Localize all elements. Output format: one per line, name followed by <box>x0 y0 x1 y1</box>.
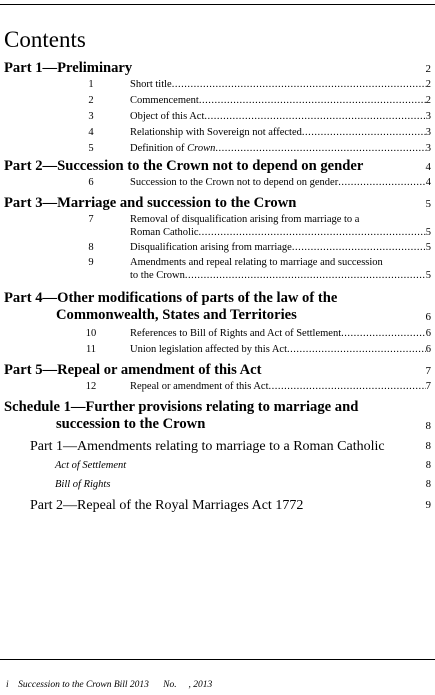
part-5-heading[interactable] <box>4 362 431 379</box>
schedule-1-heading[interactable] <box>4 399 431 433</box>
section-title: Commencement <box>130 95 199 106</box>
section-page: 6 <box>425 344 431 355</box>
leader-dots <box>269 380 426 393</box>
section-page: 4 <box>425 177 431 188</box>
part-1-heading[interactable] <box>4 60 431 77</box>
leader-dots <box>302 126 426 139</box>
section-number: 2 <box>88 95 94 106</box>
subpart-title: Part 1—Amendments relating to marriage to a Roman Catholic <box>30 439 385 454</box>
item-page: 8 <box>425 479 431 490</box>
leader-dots <box>204 110 425 123</box>
part-page: 4 <box>425 161 431 173</box>
part-2-heading[interactable] <box>4 158 431 175</box>
subpart-page: 8 <box>425 440 431 452</box>
section-number: 9 <box>88 257 94 268</box>
schedule-title-cont: succession to the Crown <box>56 416 206 432</box>
part-page: 7 <box>425 365 431 377</box>
section-title: Disqualification arising from marriage <box>130 242 292 253</box>
page-footer: i Succession to the Crown Bill 2013 No. , 2013 <box>6 680 213 690</box>
section-title: Repeal or amendment of this Act <box>130 381 269 392</box>
leader-dots <box>341 327 426 340</box>
section-number: 6 <box>88 177 94 188</box>
item-page: 8 <box>425 460 431 471</box>
page-title: Contents <box>4 27 86 52</box>
part-title: Part 5—Repeal or amendment of this Act <box>4 362 262 378</box>
section-title: Object of this Act <box>130 111 205 122</box>
section-number: 10 <box>85 328 97 339</box>
leader-dots <box>338 176 426 189</box>
section-page: 7 <box>425 381 431 392</box>
section-page: 5 <box>425 227 431 238</box>
part-title: Part 4—Other modifications of parts of the law of the <box>4 290 338 306</box>
leader-dots <box>215 142 425 155</box>
schedule-part-2[interactable] <box>30 497 431 514</box>
section-title-cont: to the Crown <box>130 270 185 281</box>
section-title: Definition of Crown <box>130 143 216 154</box>
item-title: Act of Settlement <box>55 460 127 471</box>
section-number: 7 <box>88 214 94 225</box>
part-page: 6 <box>425 311 431 323</box>
leader-dots <box>287 343 426 356</box>
section-title: References to Bill of Rights and Act of Settlement <box>130 328 342 339</box>
section-page: 3 <box>425 111 431 122</box>
section-title: Short title <box>130 79 172 90</box>
section-number: 1 <box>88 79 94 90</box>
section-title: Succession to the Crown not to depend on gender <box>130 177 339 188</box>
item-title: Bill of Rights <box>55 479 111 490</box>
leader-dots <box>199 94 426 107</box>
schedule-item-bill-of-rights[interactable] <box>55 478 431 491</box>
part-page: 5 <box>425 198 431 210</box>
section-title: Relationship with Sovereign not affected <box>130 127 302 138</box>
schedule-title: Schedule 1—Further provisions relating to marriage and <box>4 399 359 415</box>
section-page: 2 <box>425 79 431 90</box>
subpart-title: Part 2—Repeal of the Royal Marriages Act 1772 <box>30 498 304 513</box>
section-number: 4 <box>88 127 94 138</box>
top-rule <box>0 4 435 5</box>
part-title: Part 3—Marriage and succession to the Crown <box>4 195 297 211</box>
section-number: 3 <box>88 111 94 122</box>
section-number: 5 <box>88 143 94 154</box>
section-number: 8 <box>88 242 94 253</box>
section-page: 6 <box>425 328 431 339</box>
part-title: Part 1—Preliminary <box>4 60 133 76</box>
leader-dots <box>172 78 426 91</box>
section-title: Removal of disqualification arising from marriage to a <box>130 214 360 225</box>
section-title-cont: Roman Catholic <box>130 227 199 238</box>
schedule-page: 8 <box>425 420 431 432</box>
section-page: 2 <box>425 95 431 106</box>
subpart-page: 9 <box>425 499 431 511</box>
section-page: 3 <box>425 127 431 138</box>
schedule-item-act-of-settlement[interactable] <box>55 459 431 472</box>
part-title: Part 2—Succession to the Crown not to depend on gender <box>4 158 364 174</box>
schedule-part-1[interactable] <box>30 438 431 455</box>
part-4-heading[interactable] <box>4 290 431 324</box>
footer-rule <box>0 659 435 660</box>
section-title: Amendments and repeal relating to marriage and succession <box>130 257 383 268</box>
section-title: Union legislation affected by this Act <box>130 344 287 355</box>
leader-dots <box>185 269 426 282</box>
leader-dots <box>199 226 426 239</box>
part-title-cont: Commonwealth, States and Territories <box>56 307 297 323</box>
section-number: 11 <box>85 344 97 355</box>
part-3-heading[interactable] <box>4 195 431 212</box>
section-page: 5 <box>425 270 431 281</box>
part-page: 2 <box>425 63 431 75</box>
section-page: 5 <box>425 242 431 253</box>
leader-dots <box>292 241 426 254</box>
section-number: 12 <box>85 381 97 392</box>
section-page: 3 <box>425 143 431 154</box>
